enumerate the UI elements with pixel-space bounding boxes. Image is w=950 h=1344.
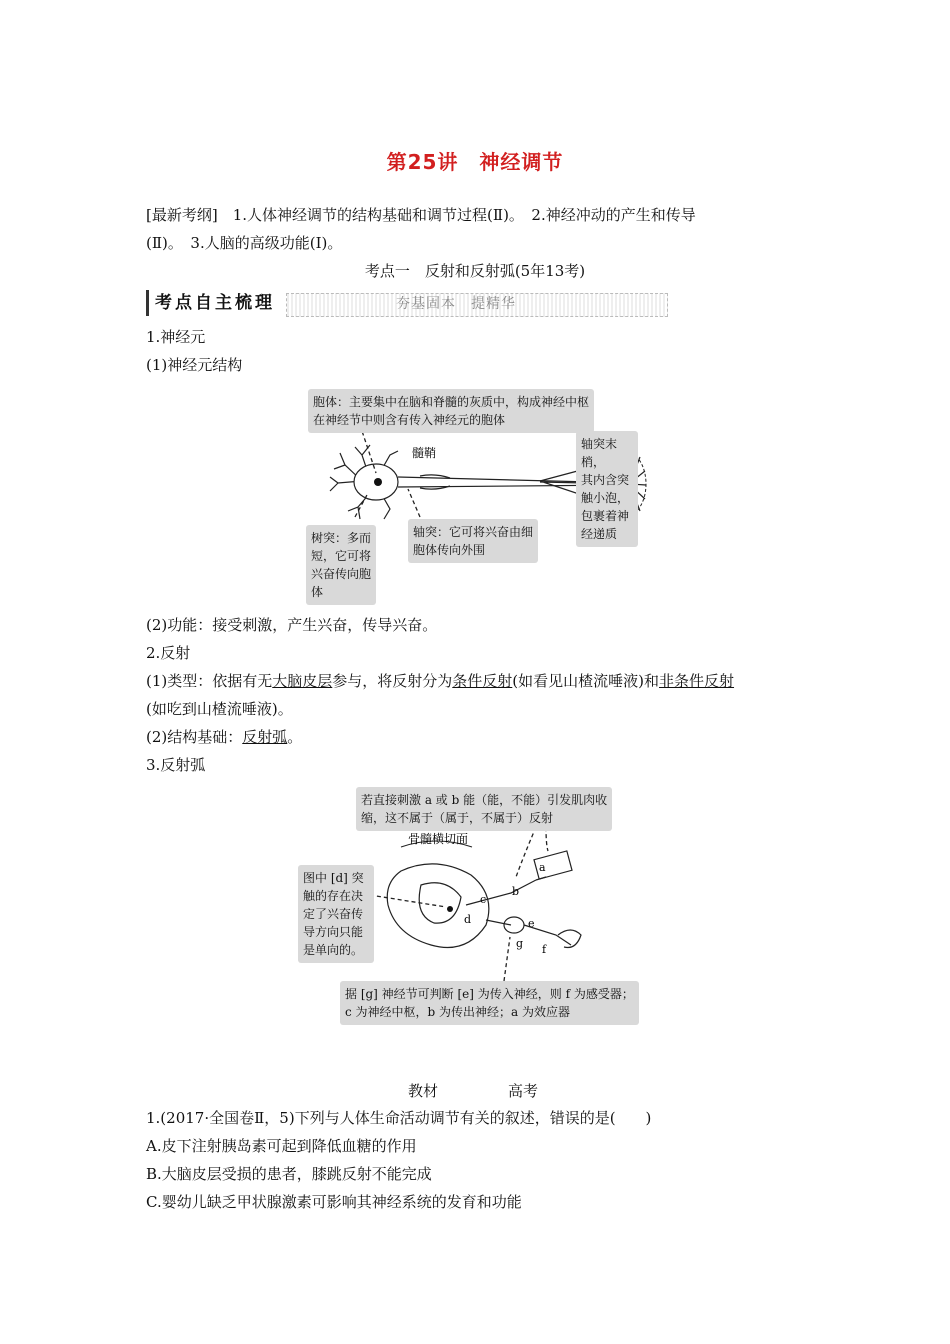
s2-line2: (如吃到山楂流唾液)。 [146, 700, 293, 718]
dendrite-callout [306, 525, 376, 605]
synapse-line: 是单向的。 [303, 943, 364, 957]
s2-head: 2.反射 [146, 644, 191, 662]
s1-sub: (1)神经元结构 [146, 356, 243, 374]
dendrite-line: 树突：多而 [311, 531, 372, 545]
arc-label-c: c [480, 893, 487, 906]
dendrite-line: 兴奋传向胞 [311, 567, 372, 581]
outline-line1: [最新考纲] 1.人体神经调节的结构基础和调节过程(Ⅱ)。 2.神经冲动的产生和传导 [146, 206, 696, 224]
stimulus-callout [356, 787, 612, 831]
gaokao-label: 高考 [508, 1082, 539, 1100]
arc-label-b: b [512, 885, 520, 898]
outline-line2: (Ⅱ)。 3.人脑的高级功能(Ⅰ)。 [146, 234, 343, 252]
q1-stem: 1.(2017·全国卷Ⅱ，5)下列与人体生命活动调节有关的叙述，错误的是( ) [146, 1109, 652, 1127]
axon-callout-l2: 胞体传向外围 [413, 543, 486, 557]
myelin-label: 髓鞘 [412, 446, 437, 460]
terminal-line: 经递质 [581, 527, 618, 541]
soma-callout-l2: 在神经节中则含有传入神经元的胞体 [313, 413, 506, 427]
s1-function: (2)功能：接受刺激，产生兴奋，传导兴奋。 [146, 616, 438, 634]
s2-text: 。 [287, 728, 303, 746]
dendrite-line: 体 [311, 585, 324, 599]
ganglion-callout-l1: 据 [g] 神经节可判断 [e] 为传入神经，则 f 为感受器； [345, 987, 634, 1001]
nucleus-dot [374, 478, 382, 486]
spinal-label: 骨髓横切面 [408, 832, 469, 846]
reflex-arc-figure [296, 785, 656, 1025]
stimulus-callout-l2: 缩，这不属于（属于，不属于）反射 [361, 811, 554, 825]
synapse-line: 定了兴奋传 [303, 907, 364, 921]
jiaocai-label: 教材 [408, 1082, 439, 1100]
terminal-line: 包裹着神 [581, 509, 630, 523]
answer-conditioned: 条件反射 [452, 672, 513, 690]
terminal-line: 轴突末梢， [581, 437, 618, 469]
ganglion-callout-l2: c 为神经中枢，b 为传出神经；a 为效应器 [345, 1005, 571, 1019]
axon-callout [408, 519, 538, 563]
arc-label-f: f [542, 943, 547, 956]
axon-callout-l1: 轴突：它可将兴奋由细 [413, 525, 534, 539]
soma-callout-l1: 胞体：主要集中在脑和脊髓的灰质中，构成神经中枢 [313, 395, 590, 409]
dendrite-line: 短，它可将 [311, 549, 372, 563]
s2-text: (如看见山楂流唾液)和 [512, 672, 660, 690]
s2-text: 参与，将反射分为 [332, 672, 453, 690]
page-title: 第25讲 神经调节 [386, 150, 564, 174]
synapse-line: 图中 [d] 突 [303, 871, 364, 885]
q1-option-c: C.婴幼儿缺乏甲状腺激素可影响其神经系统的发育和功能 [146, 1193, 522, 1211]
soma-callout [308, 389, 594, 433]
banner-right: 夯基固本 提精华 [396, 296, 516, 312]
banner-tag: 考点自主梳理 [146, 290, 281, 316]
terminal-line: 触小泡， [581, 491, 630, 505]
synapse-callout [298, 865, 374, 963]
arc-label-a: a [539, 861, 546, 874]
s3-head: 3.反射弧 [146, 756, 206, 774]
terminal-line: 其内含突 [581, 473, 630, 487]
kaodian-title: 考点一 反射和反射弧(5年13考) [364, 262, 586, 280]
q1-option-a: A.皮下注射胰岛素可起到降低血糖的作用 [146, 1137, 417, 1155]
arc-label-d: d [464, 913, 472, 926]
s2-line1 [146, 667, 734, 695]
synapse-line: 导方向只能 [303, 925, 364, 939]
q1-option-b: B.大脑皮层受损的患者，膝跳反射不能完成 [146, 1165, 432, 1183]
arc-label-g: g [516, 937, 524, 950]
answer-reflex-arc: 反射弧 [242, 728, 288, 746]
ganglion-callout [340, 981, 639, 1025]
s2-line3 [146, 723, 302, 751]
s2-text: (1)类型：依据有无 [146, 672, 273, 690]
s2-text: (2)结构基础： [146, 728, 243, 746]
section-banner [146, 290, 526, 318]
terminal-callout [576, 431, 638, 547]
synapse-line: 触的存在决 [303, 889, 364, 903]
answer-cortex: 大脑皮层 [272, 672, 333, 690]
neuron-figure [300, 385, 650, 605]
s1-head: 1.神经元 [146, 328, 206, 346]
arc-label-e: e [528, 917, 535, 930]
stimulus-callout-l1: 若直接刺激 a 或 b 能（能，不能）引发肌肉收 [361, 793, 608, 807]
answer-unconditioned: 非条件反射 [659, 672, 735, 690]
